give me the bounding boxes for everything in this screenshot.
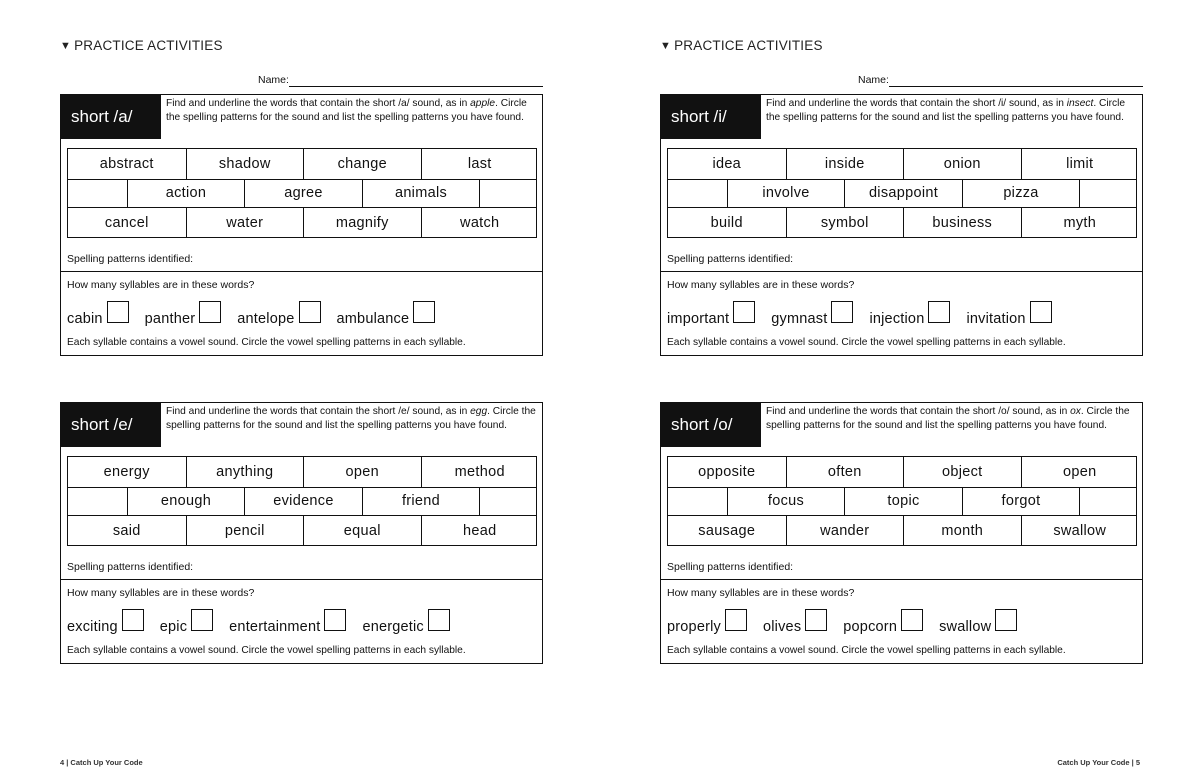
word-cell[interactable]: last [421,149,539,179]
activity-card-short-i [660,94,1143,356]
word-cell[interactable]: inside [786,149,904,179]
word-cell[interactable]: swallow [1021,516,1139,546]
syllable-note: Each syllable contains a vowel sound. Circle the vowel spelling patterns in each syllable. [67,645,466,656]
word-cell[interactable]: forgot [962,488,1080,516]
word-grid-row [668,208,1136,238]
syllable-item [145,301,222,327]
word-cell[interactable]: enough [127,488,245,516]
word-cell[interactable]: business [903,208,1021,238]
syllable-count-box[interactable] [107,301,129,323]
section-header [660,38,823,53]
section-divider [61,271,542,272]
word-cell[interactable]: action [127,180,245,208]
name-field[interactable] [660,74,1143,88]
empty-cell [68,488,127,516]
word-cell[interactable]: magnify [303,208,421,238]
word-cell[interactable]: idea [712,155,742,172]
syllable-item [362,609,449,635]
word-grid-row [68,516,536,546]
word-cell[interactable]: symbol [786,208,904,238]
syllable-word: injection [869,311,925,327]
spelling-patterns-label: Spelling patterns identified: [67,561,194,573]
word-cell[interactable]: topic [844,488,962,516]
page-footer: 4 | Catch Up Your Code [60,758,143,767]
word-cell[interactable]: involve [727,180,845,208]
triangle-down-icon: ▼ [660,39,672,52]
name-line[interactable] [889,86,1143,87]
word-cell[interactable]: open [303,457,421,487]
syllable-word: antelope [237,311,295,327]
word-cell[interactable]: change [303,149,421,179]
instructions-text: Find and underline the words that contain the short /e/ sound, as in [166,406,471,417]
word-grid [667,456,1137,546]
word-grid-row [668,179,1136,209]
syllable-item [237,301,320,327]
word-cell[interactable]: object [903,457,1021,487]
syllable-item [667,301,755,327]
syllable-count-box[interactable] [191,609,213,631]
example-word: ox [1070,406,1081,417]
card-instructions [766,405,1136,433]
word-cell[interactable]: limit [1021,149,1139,179]
word-cell[interactable]: month [903,516,1021,546]
syllable-note: Each syllable contains a vowel sound. Circle the vowel spelling patterns in each syllable. [67,337,466,348]
syllable-word: exciting [67,619,118,635]
syllable-note: Each syllable contains a vowel sound. Circle the vowel spelling patterns in each syllable. [667,337,1066,348]
empty-cell [1079,488,1138,516]
instructions-text-end: . Circle the spelling patterns for the sound and list the spelling patterns you have found. [766,406,1130,431]
word-cell[interactable]: evidence [244,488,362,516]
example-word: egg [470,406,488,417]
page-footer: Catch Up Your Code | 5 [1057,758,1140,767]
card-title: short /o/ [661,403,761,447]
syllable-word: epic [159,619,188,635]
right-page [600,0,1200,779]
word-grid [667,148,1137,238]
syllable-word: important [667,311,730,327]
syllable-count-box[interactable] [725,609,747,631]
syllable-words-row [667,301,1137,327]
syllable-item [160,609,213,635]
instructions-text-end: . Circle the spelling patterns for the sound and list the spelling patterns you have found. [166,98,527,123]
activity-card-short-a [60,94,543,356]
syllable-item [939,609,1017,635]
word-cell[interactable]: open [1021,457,1139,487]
empty-cell [68,180,127,208]
example-word: apple [470,98,496,109]
syllable-item [843,609,923,635]
card-title: short /e/ [61,403,161,447]
empty-cell [668,180,727,208]
section-divider [661,271,1142,272]
syllable-word: energetic [362,619,424,635]
spelling-patterns-label: Spelling patterns identified: [667,561,794,573]
syllable-count-box[interactable] [831,301,853,323]
empty-cell [1079,180,1138,208]
word-grid-row [668,516,1136,546]
syllable-question: How many syllables are in these words? [67,587,255,599]
word-grid-row [68,457,536,487]
activity-card-short-o [660,402,1143,664]
word-cell[interactable]: head [421,516,539,546]
section-divider [661,579,1142,580]
word-cell[interactable]: disappoint [844,180,962,208]
word-grid-row [68,208,536,238]
syllable-item [67,609,144,635]
syllable-count-box[interactable] [413,301,435,323]
syllable-count-box[interactable] [928,301,950,323]
word-grid-row [668,457,1136,487]
syllable-word: popcorn [843,619,898,635]
empty-cell [479,180,538,208]
syllable-word: entertainment [229,619,321,635]
word-grid-row [68,487,536,517]
syllable-item [966,301,1051,327]
word-grid [67,456,537,546]
instructions-text: Find and underline the words that contain the short /o/ sound, as in [766,406,1071,417]
card-title: short /i/ [661,95,761,139]
section-header-label: PRACTICE ACTIVITIES [674,38,823,53]
section-header [60,38,223,53]
word-cell[interactable]: watch [421,208,539,238]
syllable-count-box[interactable] [299,301,321,323]
syllable-word: ambulance [336,311,410,327]
syllable-count-box[interactable] [805,609,827,631]
word-cell[interactable]: agree [244,180,362,208]
syllable-item [229,609,346,635]
card-title: short /a/ [61,95,161,139]
syllable-words-row [667,609,1137,635]
syllable-item [869,301,950,327]
word-cell[interactable]: method [421,457,539,487]
instructions-text-end: . Circle the spelling patterns for the sound and list the spelling patterns you have found. [166,406,536,431]
name-label: Name: [858,74,889,86]
word-cell[interactable]: animals [362,180,480,208]
spelling-patterns-label: Spelling patterns identified: [667,253,794,265]
syllable-word: panther [144,311,196,327]
empty-cell [668,488,727,516]
syllable-words-row [67,301,537,327]
word-cell[interactable]: energy [103,463,150,480]
word-grid-row [68,179,536,209]
word-cell[interactable]: onion [903,149,1021,179]
syllable-word: invitation [966,311,1026,327]
word-cell[interactable]: shadow [186,149,304,179]
word-cell[interactable]: friend [362,488,480,516]
word-cell[interactable]: myth [1021,208,1139,238]
instructions-text: Find and underline the words that contain the short /a/ sound, as in [166,98,471,109]
word-cell[interactable]: cancel [104,214,149,231]
syllable-count-box[interactable] [733,301,755,323]
syllable-item [337,301,436,327]
syllable-item [67,301,129,327]
spelling-patterns-label: Spelling patterns identified: [67,253,194,265]
word-grid-row [668,487,1136,517]
syllable-item [667,609,747,635]
card-instructions [766,97,1136,125]
syllable-word: olives [763,619,802,635]
syllable-count-box[interactable] [122,609,144,631]
syllable-count-box[interactable] [901,609,923,631]
word-grid [67,148,537,238]
word-cell[interactable]: sausage [698,522,756,539]
syllable-note: Each syllable contains a vowel sound. Circle the vowel spelling patterns in each syllable. [667,645,1066,656]
word-cell[interactable]: often [786,457,904,487]
syllable-word: cabin [67,311,103,327]
instructions-text: Find and underline the words that contain the short /i/ sound, as in [766,98,1067,109]
word-cell[interactable]: focus [727,488,845,516]
instructions-text-end: . Circle the spelling patterns for the sound and list the spelling patterns you have found. [766,98,1126,123]
empty-cell [479,488,538,516]
syllable-count-box[interactable] [995,609,1017,631]
syllable-question: How many syllables are in these words? [667,587,855,599]
syllable-count-box[interactable] [324,609,346,631]
card-instructions [166,405,536,433]
word-cell[interactable]: build [710,214,743,231]
syllable-item [771,301,853,327]
word-cell[interactable]: pencil [186,516,304,546]
section-divider [61,579,542,580]
triangle-down-icon: ▼ [60,39,72,52]
name-field[interactable] [60,74,543,88]
word-grid-row [668,149,1136,179]
name-line[interactable] [289,86,543,87]
word-grid-row [68,149,536,179]
word-cell[interactable]: water [186,208,304,238]
card-instructions [166,97,536,125]
syllable-words-row [67,609,537,635]
word-cell[interactable]: abstract [99,155,154,172]
activity-card-short-e [60,402,543,664]
syllable-word: swallow [939,619,992,635]
syllable-question: How many syllables are in these words? [667,279,855,291]
word-cell[interactable]: opposite [698,463,756,480]
syllable-word: properly [667,619,721,635]
example-word: insect [1066,98,1094,109]
section-header-label: PRACTICE ACTIVITIES [74,38,223,53]
syllable-item [763,609,827,635]
word-cell[interactable]: pizza [962,180,1080,208]
word-cell[interactable]: said [112,522,141,539]
word-cell[interactable]: wander [786,516,904,546]
word-cell[interactable]: anything [186,457,304,487]
syllable-count-box[interactable] [1030,301,1052,323]
word-cell[interactable]: equal [303,516,421,546]
syllable-count-box[interactable] [428,609,450,631]
syllable-question: How many syllables are in these words? [67,279,255,291]
syllable-count-box[interactable] [199,301,221,323]
syllable-word: gymnast [771,311,828,327]
name-label: Name: [258,74,289,86]
